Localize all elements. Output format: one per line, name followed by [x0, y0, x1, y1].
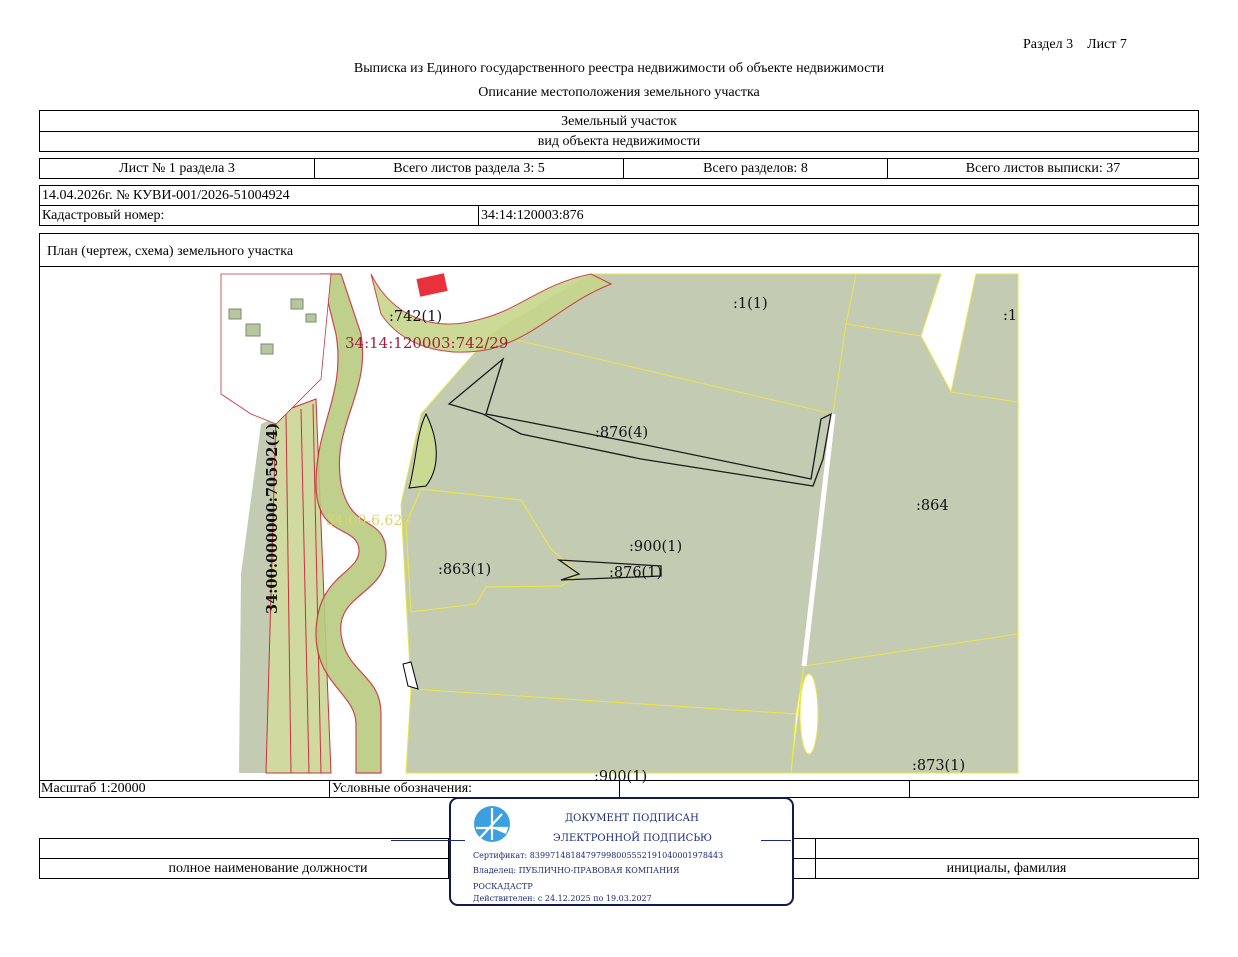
- name-caption: инициалы, фамилия: [946, 861, 1067, 876]
- document-title: Выписка из Единого государственного реестра недвижимости об объекте недвижимости: [353, 61, 885, 76]
- label-742-29: 34:14:120003:742/29: [345, 334, 509, 352]
- stamp-line2: ЭЛЕКТРОННОЙ ПОДПИСЬЮ: [553, 833, 712, 844]
- total-sections: Всего разделов: 8: [623, 159, 887, 178]
- sheets-row: [39, 158, 1199, 179]
- label-864: :864: [916, 498, 949, 514]
- cadastral-map: [221, 274, 1018, 785]
- stamp-owner: Владелец: ПУБЛИЧНО-ПРАВОВАЯ КОМПАНИЯ: [473, 866, 680, 875]
- legend-label: Условные обозначения:: [329, 781, 619, 797]
- doc-info-block: [39, 185, 1199, 226]
- plan-title-divider: [40, 266, 1198, 267]
- map-svg: [221, 274, 1018, 785]
- label-742: :742(1): [389, 309, 443, 325]
- e-signature-stamp: [449, 797, 794, 906]
- object-type-block: [39, 110, 1199, 152]
- stamp-line1: ДОКУМЕНТ ПОДПИСАН: [565, 813, 699, 824]
- label-873: :873(1): [912, 758, 966, 774]
- position-caption: полное наименование должности: [168, 861, 368, 876]
- label-zone: 34:00-6.625: [326, 513, 412, 529]
- stamp-valid: Действителен: с 24.12.2025 по 19.03.2027: [473, 894, 652, 903]
- stamp-rule-right: [761, 840, 791, 841]
- scale-label: Масштаб 1:20000: [41, 781, 146, 796]
- legend-cell-2: [619, 781, 909, 797]
- document-subtitle: Описание местоположения земельного участка: [478, 85, 760, 100]
- cadastral-number: 34:14:120003:876: [478, 206, 1198, 225]
- object-type-divider: [40, 131, 1198, 132]
- label-863: :863(1): [438, 562, 492, 578]
- object-type-caption: вид объекта недвижимости: [537, 134, 701, 149]
- section-sheet-label: Раздел 3 Лист 7: [1023, 37, 1127, 52]
- date-number: 14.04.2026г. № КУВИ-001/2026-51004924: [42, 188, 290, 203]
- plan-title: План (чертеж, схема) земельного участка: [47, 244, 294, 259]
- label-bottom-cut: :900(1): [594, 769, 648, 785]
- label-876-4: :876(4): [595, 425, 649, 441]
- total-extract-sheets: Всего листов выписки: 37: [887, 159, 1198, 178]
- scale-legend-row: [39, 780, 1199, 798]
- label-1: :1: [1003, 308, 1018, 324]
- total-section-sheets: Всего листов раздела 3: 5: [314, 159, 623, 178]
- legend-cell-3: [909, 781, 1198, 797]
- roskadastr-logo-icon: [472, 804, 512, 844]
- label-876-1: :876(1): [609, 565, 663, 581]
- stamp-certificate: Сертификат: 8399714818479799800555219104000197844З: [473, 851, 724, 860]
- label-900: :900(1): [629, 539, 683, 555]
- stamp-rule-left: [391, 840, 465, 841]
- cadastral-label: Кадастровый номер:: [42, 208, 165, 223]
- stamp-owner-2: РОСКАДАСТР: [473, 882, 533, 891]
- sheet-number: Лист № 1 раздела 3: [119, 161, 235, 176]
- label-1-1: :1(1): [733, 296, 768, 312]
- white-gap: [800, 674, 818, 754]
- label-road: 34:00:000000:70592(4): [264, 422, 281, 614]
- object-type-value: Земельный участок: [561, 114, 677, 129]
